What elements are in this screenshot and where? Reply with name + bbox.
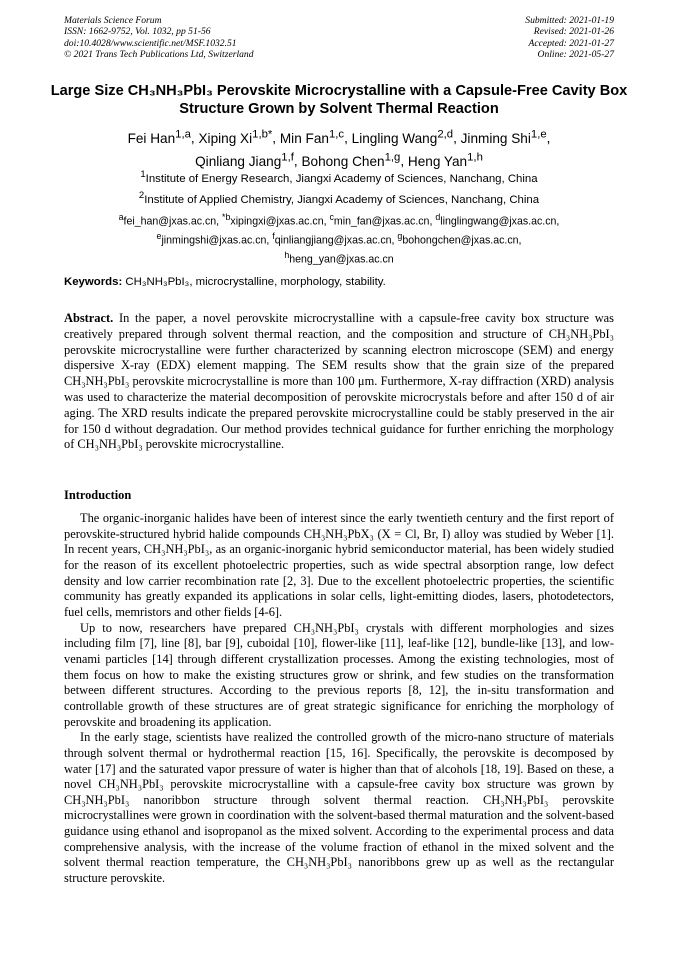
email-superscript: e <box>156 230 162 241</box>
accepted-date: Accepted: 2021-01-27 <box>528 37 614 49</box>
email-list <box>40 210 638 266</box>
email-line <box>40 229 638 248</box>
email-superscript: c <box>329 212 334 222</box>
email-address: xipingxi@jxas.ac.cn, <box>230 215 330 228</box>
author-superscript: 1,e <box>530 128 547 140</box>
author <box>195 151 294 169</box>
email-address: bohongchen@jxas.ac.cn, <box>402 234 522 247</box>
email-superscript: d <box>435 212 441 222</box>
affiliation-2 <box>40 189 638 207</box>
author <box>301 151 401 169</box>
email-superscript: g <box>397 230 403 241</box>
body-paragraph: The organic-inorganic halides have been of interest since the early twentieth century and the first report of perovskite-structured hybrid halide compounds CH₃NH₃PbX₃ (X = Cl, Br, I) alloy was studied by Weber [1]. In recent years, CH₃NH₃PbI₃, as an organic-inorganic hybrid semiconductor material, has been widely studied for the reason of its excellent photoelectric properties, such as wide spectral absorption range, low defect density and low carrier recombination rate [2, 3]. Due to the excellent photoelectric properties, the scientific community has greatly expanded its applications in solar cells, light-emitting diodes, lasers, photodetectors, fuel cells, memristors and other fields [4-6]. <box>64 511 614 619</box>
email-line <box>40 248 638 267</box>
keywords-label: Keywords: <box>64 276 123 288</box>
online-date: Online: 2021-05-27 <box>537 49 614 61</box>
body-paragraph: Up to now, researchers have prepared CH₃NH₃PbI₃ crystals with different morphologies and sizes including film [7], line [8], bar [9], cuboidal [10], flower-like [11], leaf-like [12], bundle-like [13], and low-venami particles [14] through different crystallization processes. Among the existing technologies, most of them focus on how to make the existing structures grow or shrink, and few studies on the transformation between different structures. According to the previous reports [8, 12], the in-situ transformation and controllable growth of these structures are of great strategic significance for enriching the morphology of perovskite and broadening its application. <box>64 620 614 729</box>
author-superscript: 1,c <box>328 128 345 140</box>
author <box>198 128 273 146</box>
abstract-label: Abstract. <box>64 311 114 325</box>
author <box>460 128 547 146</box>
journal-info <box>64 15 254 61</box>
author-superscript: 1,g <box>384 151 401 164</box>
author-superscript: 1,h <box>467 151 483 164</box>
issn-line: ISSN: 1662-9752, Vol. 1032, pp 51-56 <box>64 26 211 38</box>
email-superscript: f <box>272 230 275 241</box>
abstract-text: In the paper, a novel perovskite microcrystalline with a capsule-free cavity box structure was creatively prepared through solvent thermal reaction, and the composition and structure of CH₃NH₃PbI₃ perovskite microcrystalline were further characterized by scanning electron microscope (SEM) and energy dispersive X-ray (EDX) element mapping. The SEM results show that the grain size of the prepared CH₃NH₃PbI₃ perovskite microcrystalline is more than 100 μm. Furthermore, X-ray diffraction (XRD) analysis was used to characterize the material decomposition of perovskite microcrystals before and after 150 d of air aging. The XRD results indicate the prepared perovskite microcrystalline could be stably preserved in the air for 150 d without degradation. Our method provides technical guidance for further enriching the morphology of CH₃NH₃PbI₃ perovskite microcrystalline. <box>64 311 614 452</box>
email-address: jinmingshi@jxas.ac.cn, <box>161 234 273 247</box>
author-list: Fei Han$^{1,a}$, Xiping $Xi^{1,b*}$, Min Fan$^{1,c}$, Lingling Wang$^{2,d}$, Jinming Shi$^{1,e}$, Qinliang Jiang$^{1,f}$, Bohong Chen$^{1,g}$, Heng Yan$^{1,h}$ <box>127 128 551 169</box>
email-address: linglingwang@jxas.ac.cn, <box>440 215 560 228</box>
author <box>407 151 483 169</box>
author-name: Fei Han <box>127 130 176 146</box>
email-line <box>40 210 638 229</box>
submitted-date: Submitted: 2021-01-19 <box>525 15 614 26</box>
author-name: Xiping Xi <box>198 130 253 146</box>
abstract <box>64 311 614 453</box>
email-address: min_fan@jxas.ac.cn, <box>333 215 436 228</box>
author-name: Bohong Chen <box>301 153 385 169</box>
doi-line: doi:10.4028/www.scientific.net/MSF.1032.51 <box>64 37 237 49</box>
author <box>279 128 345 146</box>
author-superscript: 1,f <box>281 151 294 164</box>
keywords-text: CH₃NH₃PbI₃, microcrystalline, morphology, stability. <box>125 276 386 288</box>
keywords <box>64 275 386 289</box>
section-heading-introduction: Introduction <box>64 488 132 502</box>
email-superscript: *b <box>222 212 231 222</box>
author-superscript: 1,a <box>175 128 191 140</box>
email-address: fei_han@jxas.ac.cn, <box>123 215 223 228</box>
author-name: Min Fan <box>279 130 329 146</box>
paper-title: Large Size CH₃NH₃PbI₃ Perovskite Microcrystalline with a Capsule-Free Cavity Box Structure Grown by Solvent Thermal Reaction <box>50 83 628 117</box>
body-paragraph: In the early stage, scientists have realized the controlled growth of the micro-nano structure of materials through solvent thermal or hydrothermal reaction [15, 16]. Specifically, the perovskite is decomposed by water [17] and the saturated vapor pressure of water is higher than that of alcohols [18, 19]. Based on these, a novel CH₃NH₃PbI₃ perovskite microcrystalline with a capsule-free cavity box structure was grown by CH₃NH₃PbI₃ nanoribbon structure through solvent thermal reaction. CH₃NH₃PbI₃ perovskite microcrystallines were grown in coordination with the solvent-based thermal maturation and the solvent-based guidance using ethanol and isopropanol as the mixed solvent. According to the experimental process and data comprehensive analysis, with the increase of the volume fraction of ethanol in the mixed solvent and the solvent thermal reaction temperature, the CH₃NH₃PbI₃ nanoribbons grew up as well as the rectangular structure perovskite. <box>64 730 614 886</box>
introduction-body <box>64 511 614 887</box>
affiliation-text: Institute of Applied Chemistry, Jiangxi Academy of Sciences, Nanchang, China <box>144 193 540 206</box>
affiliation-1 <box>40 168 638 186</box>
copyright-line: © 2021 Trans Tech Publications Ltd, Switzerland <box>64 49 254 61</box>
author <box>351 128 454 146</box>
journal-name: Materials Science Forum <box>64 15 162 26</box>
revised-date: Revised: 2021-01-26 <box>533 26 614 38</box>
affiliation-superscript: 2 <box>138 190 145 201</box>
email-address: heng_yan@jxas.ac.cn <box>289 253 394 266</box>
affiliation-superscript: 1 <box>140 169 146 180</box>
author <box>127 128 191 146</box>
author-name: Lingling Wang <box>351 130 438 146</box>
affiliation-text: Institute of Energy Research, Jiangxi Academy of Sciences, Nanchang, China <box>145 172 538 185</box>
author-name: Jinming Shi <box>460 130 531 146</box>
email-address: qinliangjiang@jxas.ac.cn, <box>274 234 398 247</box>
author-name: Heng Yan <box>407 153 468 169</box>
author-superscript: 1,b* <box>252 128 273 140</box>
email-superscript: a <box>118 212 124 222</box>
author-superscript: 2,d <box>437 128 454 140</box>
author-name: Qinliang Jiang <box>195 153 282 169</box>
email-superscript: h <box>284 249 290 260</box>
submission-dates <box>525 15 614 61</box>
